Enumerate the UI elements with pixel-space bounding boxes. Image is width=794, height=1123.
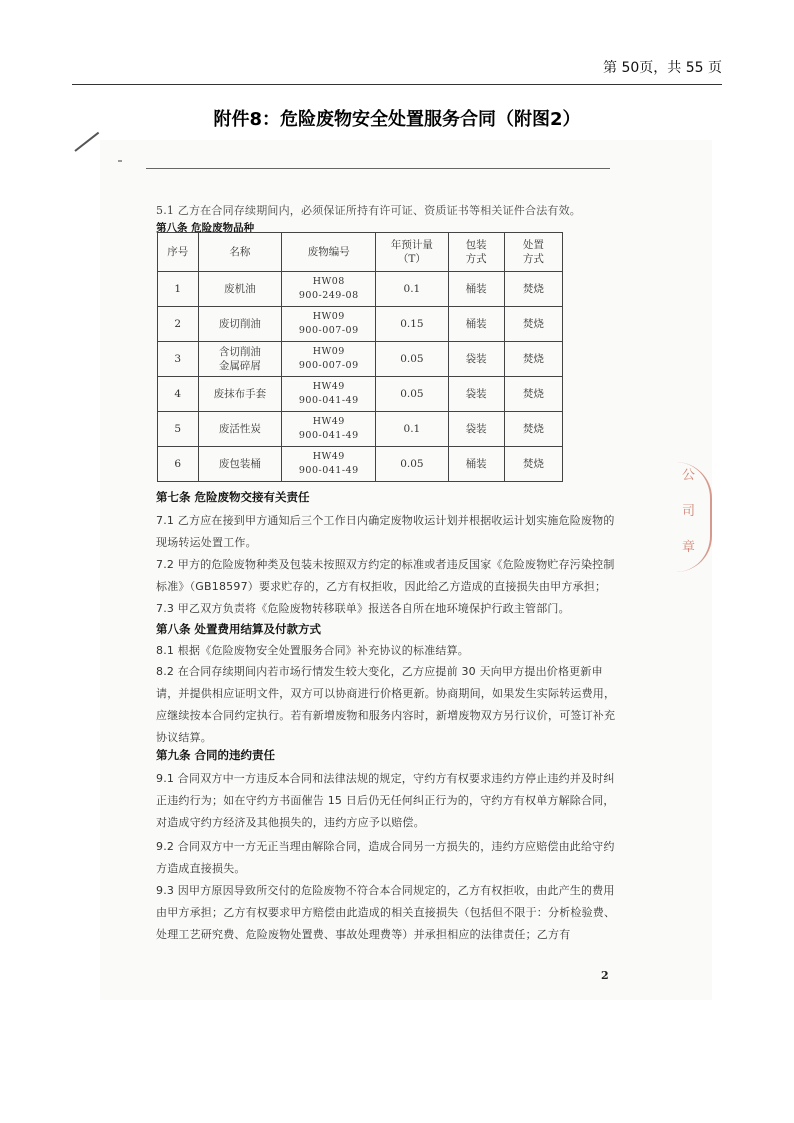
cell-code: HW49 900-041-49 xyxy=(282,377,376,412)
cell-no: 1 xyxy=(158,272,199,307)
cell-qty: 0.05 xyxy=(376,342,448,377)
clause-9-3: 9.3 因甲方原因导致所交付的危险废物不符合本合同规定的，乙方有权拒收，由此产生的费用由甲方承担；乙方有权要求甲方赔偿由此造成的相关直接损失（包括但不限于：分析检验费、处理工艺研究费、危险废物处置费、事故处理费等）并承担相应的法律责任；乙方有 xyxy=(156,884,616,941)
scan-page-number: 2 xyxy=(601,969,609,982)
cell-no: 3 xyxy=(158,342,199,377)
cell-disposal: 焚烧 xyxy=(504,412,562,447)
cell-name: 废机油 xyxy=(198,272,282,307)
clause-9-1: 9.1 合同双方中一方违反本合同和法律法规的规定，守约方有权要求违约方停止违约并及时纠正违约行为；如在守约方书面催告 15 日后仍无任何纠正行为的，守约方有权单方解除合同，对造成守约方经济及其他损失的，违约方应予以赔偿。 xyxy=(156,772,615,829)
cell-qty: 0.15 xyxy=(376,307,448,342)
cell-pack: 桶装 xyxy=(448,307,504,342)
cell-qty: 0.1 xyxy=(376,412,448,447)
cell-qty: 0.05 xyxy=(376,377,448,412)
cell-pack: 袋装 xyxy=(448,412,504,447)
cell-disposal: 焚烧 xyxy=(504,342,562,377)
scan-top-rule xyxy=(146,168,610,169)
stamp-char: 司 xyxy=(682,504,696,519)
cell-name: 废包装桶 xyxy=(198,447,282,482)
section-8-heading: 第八条 处置费用结算及付款方式 xyxy=(156,622,322,636)
clause-7-1: 7.1 乙方应在接到甲方通知后三个工作日内确定废物收运计划并根据收运计划实施危险废物的现场转运处置工作。 xyxy=(156,514,615,549)
header-code: 废物编号 xyxy=(282,233,376,272)
cell-pack: 袋装 xyxy=(448,342,504,377)
table-header-row xyxy=(158,233,563,272)
table-row xyxy=(158,272,563,307)
cell-name: 废抹布手套 xyxy=(198,377,282,412)
cell-qty: 0.1 xyxy=(376,272,448,307)
cell-pack: 桶装 xyxy=(448,447,504,482)
cell-no: 2 xyxy=(158,307,199,342)
section-9-heading: 第九条 合同的违约责任 xyxy=(156,748,276,762)
clause-8-1: 8.1 根据《危险废物安全处置服务合同》补充协议的标准结算。 xyxy=(156,644,469,657)
waste-table xyxy=(157,232,563,482)
clause-5-1: 5.1 乙方在合同存续期间内，必须保证所持有许可证、资质证书等相关证件合法有效。 xyxy=(156,204,581,217)
stamp-char: 章 xyxy=(682,540,696,555)
clause-7-3: 7.3 甲乙双方负责将《危险废物转移联单》报送各自所在地环境保护行政主管部门。 xyxy=(156,602,570,615)
header-no: 序号 xyxy=(158,233,199,272)
table-row xyxy=(158,342,563,377)
page-indicator: 第 50页，共 55 页 xyxy=(603,60,722,76)
stamp-char: 公 xyxy=(682,468,696,483)
scan-artifact-dot xyxy=(118,160,122,162)
cell-code: HW09 900-007-09 xyxy=(282,307,376,342)
cell-name: 废切削油 xyxy=(198,307,282,342)
table-row xyxy=(158,447,563,482)
cell-name: 废活性炭 xyxy=(198,412,282,447)
cell-qty: 0.05 xyxy=(376,447,448,482)
cell-disposal: 焚烧 xyxy=(504,307,562,342)
cell-pack: 袋装 xyxy=(448,377,504,412)
cell-code: HW08 900-249-08 xyxy=(282,272,376,307)
scan-artifact xyxy=(74,132,99,152)
section-6-heading: 第八条 危险废物品种 xyxy=(156,222,255,234)
section-7-heading: 第七条 危险废物交接有关责任 xyxy=(156,490,310,504)
clause-7-2: 7.2 甲方的危险废物种类及包装未按照双方约定的标准或者违反国家《危险废物贮存污染控制标准》（GB18597）要求贮存的，乙方有权拒收，因此给乙方造成的直接损失由甲方承担； xyxy=(156,558,615,593)
header-pack: 包装 方式 xyxy=(448,233,504,272)
header-name: 名称 xyxy=(198,233,282,272)
clause-8-2: 8.2 在合同存续期间内若市场行情发生较大变化，乙方应提前 30 天向甲方提出价格更新申请，并提供相应证明文件，双方可以协商进行价格更新。协商期间，如果发生实际转运费用，应继续按本合同约定执行。若有新增废物和服务内容时，新增废物双方另行议价，可签订补充协议结算。 xyxy=(156,665,616,744)
cell-code: HW09 900-007-09 xyxy=(282,342,376,377)
document-title: 附件8：危险废物安全处置服务合同（附图2） xyxy=(213,109,581,130)
table-row xyxy=(158,377,563,412)
cell-name: 含切削油 金属碎屑 xyxy=(198,342,282,377)
cell-disposal: 焚烧 xyxy=(504,447,562,482)
cell-disposal: 焚烧 xyxy=(504,377,562,412)
table-row xyxy=(158,412,563,447)
table-row xyxy=(158,307,563,342)
cell-no: 6 xyxy=(158,447,199,482)
cell-pack: 桶装 xyxy=(448,272,504,307)
header-divider xyxy=(72,84,722,85)
clause-9-2: 9.2 合同双方中一方无正当理由解除合同，造成合同另一方损失的，违约方应赔偿由此给守约方造成直接损失。 xyxy=(156,840,615,875)
cell-no: 4 xyxy=(158,377,199,412)
cell-no: 5 xyxy=(158,412,199,447)
header-qty: 年预计量 （T） xyxy=(376,233,448,272)
cell-disposal: 焚烧 xyxy=(504,272,562,307)
cell-code: HW49 900-041-49 xyxy=(282,447,376,482)
header-disposal: 处置 方式 xyxy=(504,233,562,272)
cell-code: HW49 900-041-49 xyxy=(282,412,376,447)
